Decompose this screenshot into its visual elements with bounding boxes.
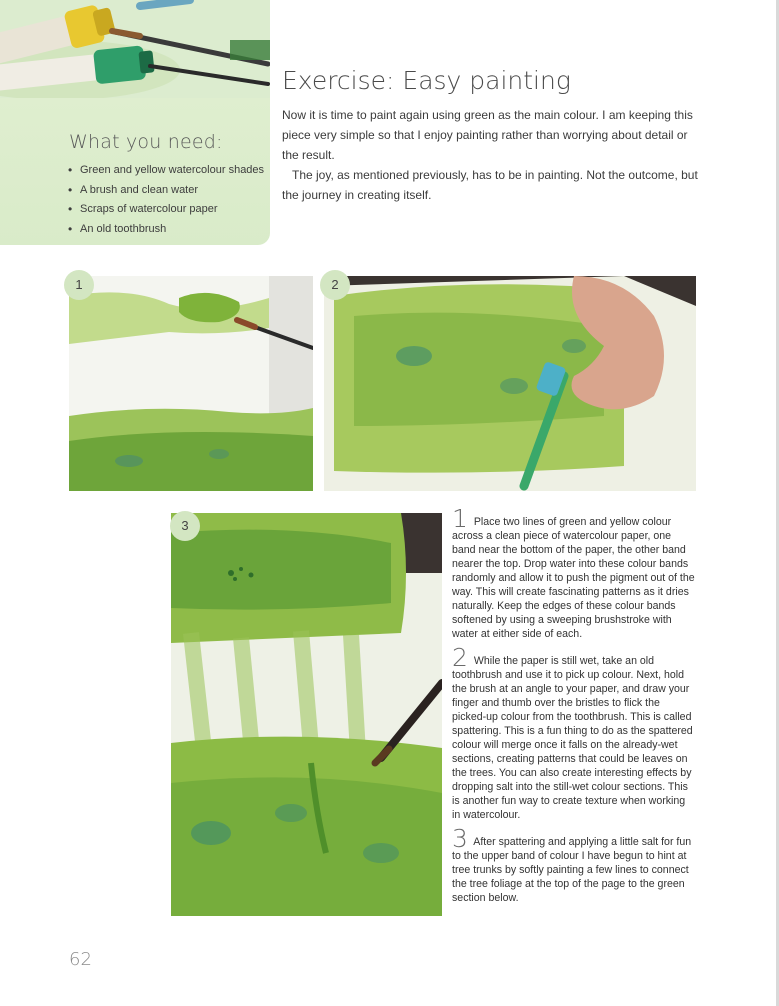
intro-text — [282, 105, 702, 205]
step-number: 3 — [452, 824, 468, 853]
materials-list-item: • A brush and clean water — [68, 181, 264, 201]
step-3-photo — [171, 513, 442, 916]
step-text: After spattering and applying a little salt for fun to the upper band of colour I have begun to hint at tree trunks by softly painting a few lines to connect the tree foliage at the top of the page to the green section below. — [452, 836, 692, 904]
step-badge: 2 — [320, 270, 350, 300]
step-badge: 3 — [170, 511, 200, 541]
materials-list-item: • An old toothbrush — [68, 220, 264, 240]
page-number: 62 — [69, 949, 92, 970]
paint-tubes-photo — [0, 0, 270, 98]
step-paragraph — [452, 824, 696, 905]
what-you-need-heading: What you need: — [69, 131, 223, 153]
materials-list-item: • Scraps of watercolour paper — [68, 200, 264, 220]
step-text: Place two lines of green and yellow colour across a clean piece of watercolour paper, one band near the bottom of the paper, the other band nearer the top. Drop water into these colour bands randomly and allow it to push the pigment out of the way. This will create fascinating patterns as it dries naturally. Keep the edges of these colour bands softened by using a sweeping brushstroke with water at either side of each. — [452, 516, 695, 640]
step-text: While the paper is still wet, take an old toothbrush and use it to pick up colour. Next, hold the brush at an angle to your paper, and draw your finger and thumb over the bristles to flick the picked-up colour from the toothbrush. This is called spattering. This is a fun thing to do as the spattered colour will merge once it falls on the already-wet sections, creating patterns that could be leaves on the trees. You can also create interesting effects by dropping salt into the still-wet colour sections. This is another fun way to create texture when working in watercolour. — [452, 655, 693, 821]
materials-list — [68, 161, 264, 239]
step-instructions — [452, 504, 696, 913]
step-paragraph — [452, 643, 696, 822]
intro-paragraph: The joy, as mentioned previously, has to be in painting. Not the outcome, but the journey in creating itself. — [282, 168, 698, 202]
step-number: 1 — [452, 504, 468, 533]
step-paragraph — [452, 504, 696, 641]
exercise-title: Exercise: Easy painting — [282, 66, 571, 95]
step-2-photo — [324, 276, 696, 491]
materials-list-item: • Green and yellow watercolour shades — [68, 161, 264, 181]
intro-paragraph: Now it is time to paint again using green as the main colour. I am keeping this piece very simple so that I enjoy painting rather than worrying about detail or the result. — [282, 108, 693, 162]
step-badge: 1 — [64, 270, 94, 300]
step-1-photo — [69, 276, 313, 491]
step-number: 2 — [452, 643, 468, 672]
